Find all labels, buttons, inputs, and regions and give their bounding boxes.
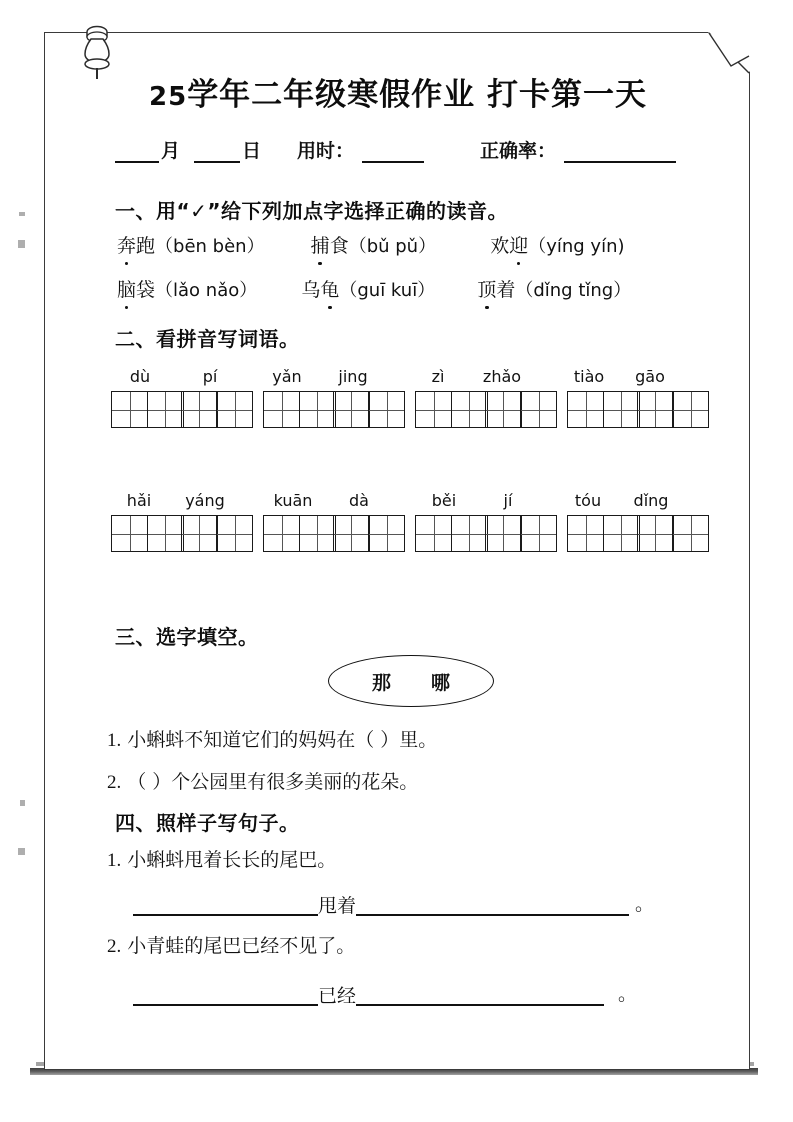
choice-option-na2[interactable]: 哪 (431, 671, 451, 694)
word-pinyin: （yíng yín) (528, 236, 625, 257)
question-text: 小蝌蚪甩着长长的尾巴。 (127, 849, 337, 871)
meta-line (115, 136, 715, 163)
pinyin-label: tiào (573, 367, 605, 386)
word-char: 奔 (117, 231, 136, 258)
title-text: 学年二年级寒假作业 打卡第一天 (187, 77, 647, 113)
answer-blank-right[interactable] (356, 989, 604, 1006)
grid-cell[interactable] (111, 391, 148, 428)
character-grid-group[interactable] (111, 515, 252, 552)
word-pinyin: （bǔ pǔ） (348, 236, 437, 257)
grid-cell[interactable] (368, 391, 405, 428)
answer-period: 。 (635, 893, 655, 915)
word-item (117, 231, 265, 258)
word-char: 食 (329, 235, 349, 257)
grid-cell[interactable] (333, 391, 370, 428)
question-text: 小青蛙的尾巴已经不见了。 (127, 935, 356, 957)
pinyin-label: dù (129, 367, 151, 386)
word-char: 顶 (477, 275, 496, 302)
choice-option-na1[interactable]: 那 (371, 671, 391, 694)
character-grid-group[interactable] (567, 515, 708, 552)
character-grid-group[interactable] (415, 391, 556, 428)
grid-cell[interactable] (637, 391, 674, 428)
pinyin-label: jí (503, 491, 513, 510)
answer-period: 。 (618, 983, 638, 1005)
character-grid-group[interactable] (263, 391, 404, 428)
time-input[interactable] (362, 145, 424, 163)
word-pinyin: （dǐng tǐng） (515, 280, 632, 301)
pinyin-label: jing (338, 367, 368, 386)
pinyin-label: gāo (635, 367, 665, 386)
grid-cell[interactable] (485, 391, 522, 428)
pinyin-label: zhǎo (482, 367, 522, 386)
word-char: 龟 (320, 275, 339, 302)
grid-cell[interactable] (216, 515, 253, 552)
section-four-answer-line-2[interactable] (133, 979, 637, 1006)
folded-corner-icon (706, 32, 750, 74)
character-grid-group[interactable] (111, 391, 252, 428)
grid-cell[interactable] (485, 515, 522, 552)
word-characters (311, 231, 349, 258)
page-title (45, 69, 751, 114)
grid-cell[interactable] (368, 515, 405, 552)
answer-keyword: 甩着 (318, 895, 357, 917)
question-number: 2. (107, 772, 122, 793)
title-year: 25 (149, 82, 188, 112)
answer-blank-left[interactable] (133, 989, 318, 1006)
question-number: 2. (107, 936, 122, 957)
grid-cell[interactable] (672, 391, 709, 428)
word-char: 脑 (117, 275, 136, 302)
grid-cell[interactable] (415, 515, 452, 552)
scan-speck (18, 240, 25, 248)
grid-cell[interactable] (181, 391, 218, 428)
pinyin-label: zì (431, 367, 445, 386)
grid-cell[interactable] (451, 391, 488, 428)
grid-cell[interactable] (147, 391, 184, 428)
word-characters (301, 275, 339, 302)
pinyin-label: dà (349, 491, 369, 510)
scan-speck (19, 212, 25, 216)
paper-sheet (44, 32, 750, 1070)
grid-cell[interactable] (263, 391, 300, 428)
word-char: 乌 (301, 279, 321, 301)
section-one-row-2 (117, 275, 631, 302)
question-number: 1. (107, 850, 122, 871)
grid-cell[interactable] (637, 515, 674, 552)
scan-speck (18, 848, 25, 855)
word-char: 迎 (509, 231, 528, 258)
word-pinyin: （bēn bèn） (155, 236, 265, 257)
accuracy-label: 正确率： (480, 141, 557, 162)
word-char: 着 (496, 279, 516, 301)
section-four-question-2 (107, 931, 355, 958)
grid-cell[interactable] (299, 391, 336, 428)
question-text: 小蝌蚪不知道它们的妈妈在（ ）里。 (127, 729, 438, 751)
grid-cell[interactable] (520, 391, 557, 428)
grid-cell[interactable] (567, 391, 604, 428)
word-char: 袋 (136, 279, 156, 301)
grid-cell[interactable] (299, 515, 336, 552)
grid-cell[interactable] (181, 515, 218, 552)
word-item (301, 275, 435, 302)
character-grid-group[interactable] (415, 515, 556, 552)
accuracy-input[interactable] (564, 145, 676, 163)
pinyin-label: běi (431, 491, 457, 510)
question-number: 1. (107, 730, 122, 751)
pinyin-label: pí (202, 367, 218, 386)
section-one-heading: 一、用“✓”给下列加点字选择正确的读音。 (115, 199, 509, 223)
day-input[interactable] (194, 145, 240, 163)
word-item (490, 231, 624, 258)
section-three-heading: 三、选字填空。 (115, 625, 259, 649)
word-pinyin: （lǎo nǎo） (155, 280, 258, 301)
section-one-row-1 (117, 231, 625, 258)
word-pinyin: （guī kuī） (339, 280, 436, 301)
answer-blank-right[interactable] (356, 899, 629, 916)
pinyin-label: kuān (273, 491, 313, 510)
section-three-question-2 (107, 767, 418, 794)
section-three-question-1 (107, 725, 437, 752)
choice-ellipse (328, 655, 494, 707)
time-label: 用时： (297, 141, 355, 162)
grid-cell[interactable] (520, 515, 557, 552)
grid-cell[interactable] (451, 515, 488, 552)
word-characters (117, 275, 155, 302)
grid-cell[interactable] (672, 515, 709, 552)
grid-cell[interactable] (603, 515, 640, 552)
question-text: （ ）个公园里有很多美丽的花朵。 (127, 771, 419, 793)
pinyin-label: dǐng (633, 491, 669, 510)
month-label: 月 (161, 141, 181, 162)
pinyin-label: yǎn (272, 367, 302, 386)
word-char: 跑 (136, 235, 156, 257)
word-item (117, 275, 257, 302)
grid-cell[interactable] (216, 391, 253, 428)
scan-speck (20, 800, 25, 806)
pinyin-label: yáng (185, 491, 225, 510)
character-grid-group[interactable] (263, 515, 404, 552)
pinyin-label: hǎi (126, 491, 152, 510)
word-char: 欢 (490, 235, 510, 257)
grid-cell[interactable] (333, 515, 370, 552)
grid-cell[interactable] (263, 515, 300, 552)
grid-cell[interactable] (603, 391, 640, 428)
answer-keyword: 已经 (318, 985, 357, 1007)
month-input[interactable] (115, 145, 159, 163)
word-characters (477, 275, 515, 302)
word-characters (490, 231, 528, 258)
day-label: 日 (242, 141, 262, 162)
section-four-answer-line-1[interactable] (133, 889, 654, 916)
grid-cell[interactable] (111, 515, 148, 552)
word-item (477, 275, 631, 302)
section-four-heading: 四、照样子写句子。 (115, 811, 300, 835)
word-characters (117, 231, 155, 258)
pinyin-label: tóu (574, 491, 602, 510)
word-item (311, 231, 436, 258)
grid-cell[interactable] (147, 515, 184, 552)
section-two-heading: 二、看拼音写词语。 (115, 327, 300, 351)
answer-blank-left[interactable] (133, 899, 318, 916)
word-char: 捕 (311, 231, 330, 258)
grid-cell[interactable] (567, 515, 604, 552)
grid-cell[interactable] (415, 391, 452, 428)
character-grid-group[interactable] (567, 391, 708, 428)
section-four-question-1 (107, 845, 336, 872)
